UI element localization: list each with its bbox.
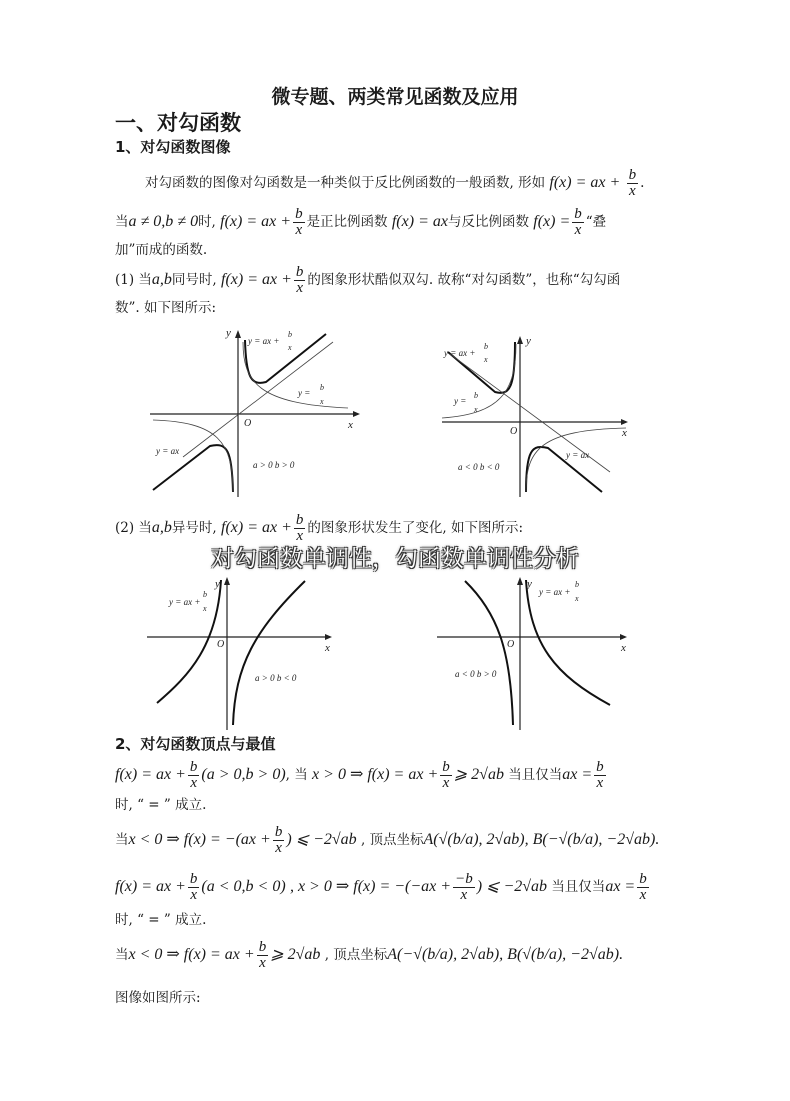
vertex-line-7: 图像如图所示:: [115, 990, 201, 1006]
paragraph-5: 数”. 如下图所示:: [115, 300, 217, 316]
svg-text:y: y: [526, 335, 531, 347]
svg-text:x: x: [325, 642, 330, 654]
svg-text:y = ax: y = ax: [566, 450, 590, 460]
paragraph-4: (1) 当a,b同号时, f(x) = ax + $\frac{b}{x}$ 的图象形状酷似双勾. 故称“对勾函数”，也称“勾勾函: [115, 264, 621, 296]
svg-text:x: x: [621, 642, 626, 654]
x-axis-arrow: [353, 411, 360, 417]
svg-text:x: x: [622, 427, 627, 439]
line-y-ax: [183, 342, 333, 457]
graph-a-pos-b-pos: [148, 322, 368, 502]
svg-text:x: x: [474, 405, 478, 414]
svg-text:b: b: [203, 590, 207, 599]
svg-text:x: x: [203, 604, 207, 613]
hyperbola-first-quadrant: [243, 342, 348, 408]
svg-text:x: x: [575, 594, 579, 603]
paragraph-1: 对勾函数的图像对勾函数是一种类似于反比例函数的一般函数, 形如 f(x) = ax + $\frac{b}{x}$ .: [145, 167, 645, 199]
svg-text:O: O: [510, 426, 518, 437]
paragraph-2: 当a ≠ 0,b ≠ 0时, f(x) = ax + $\frac{b}{x}$ 是正比例函数 f(x) = ax与反比例函数 f(x) = $\frac{b}{x}$ “叠: [115, 206, 607, 238]
svg-text:y: y: [527, 578, 532, 590]
vertex-line-3: 当x < 0 ⇒ f(x) = −(ax + $\frac{b}{x}$ ) ⩽ −2√ab , 顶点坐标A(√(b/a), 2√ab), B(−√(b/a), −2√ab).: [115, 824, 660, 856]
svg-text:b: b: [320, 383, 324, 392]
svg-text:a < 0 b > 0: a < 0 b > 0: [455, 669, 497, 679]
svg-text:y: y: [215, 578, 220, 590]
paragraph-6: (2) 当a,b异号时, f(x) = ax + $\frac{b}{x}$ 的图象形状发生了变化, 如下图所示:: [115, 512, 524, 544]
graph-a-neg-b-neg: [440, 332, 640, 502]
svg-text:b: b: [484, 342, 488, 351]
svg-text:b: b: [575, 580, 579, 589]
svg-text:y = ax +: y = ax +: [169, 597, 201, 607]
svg-text:b: b: [288, 330, 292, 339]
svg-text:b: b: [474, 391, 478, 400]
vertex-line-4: f(x) = ax + $\frac{b}{x}$ (a < 0,b < 0) , x > 0 ⇒ f(x) = −(−ax + $\frac{-b}{x}$ ) ⩽ −2√ab 当且仅当ax = $\frac{b}{x}$: [115, 871, 647, 903]
x-label: x: [348, 419, 353, 431]
svg-text:x: x: [288, 343, 292, 352]
subsection-heading-2: 2、对勾函数顶点与最值: [115, 735, 276, 753]
svg-text:O: O: [217, 639, 225, 650]
section-heading: 一、对勾函数: [115, 111, 241, 135]
line-label: y = ax: [156, 446, 180, 456]
svg-text:a > 0 b < 0: a > 0 b < 0: [255, 673, 297, 683]
overlay-caption: 对勾函数单调性，勾函数单调性分析: [211, 546, 579, 572]
condition-label: a > 0 b > 0: [253, 460, 295, 470]
svg-text:x: x: [484, 355, 488, 364]
vertex-line-2: 时, “ = ” 成立.: [115, 797, 207, 813]
svg-text:y = ax +: y = ax +: [539, 587, 571, 597]
subsection-heading-1: 1、对勾函数图像: [115, 138, 231, 156]
svg-text:a < 0 b < 0: a < 0 b < 0: [458, 462, 500, 472]
svg-text:O: O: [507, 639, 515, 650]
y-axis-arrow: [235, 330, 241, 338]
prop-label: y =: [298, 388, 311, 398]
paragraph-3: 加”而成的函数.: [115, 242, 208, 258]
fraction: $\frac{b}{x}$: [628, 167, 637, 199]
svg-text:x: x: [320, 397, 324, 406]
graph-a-neg-b-pos: [435, 575, 635, 735]
vertex-line-1: f(x) = ax + $\frac{b}{x}$ (a > 0,b > 0), 当 x > 0 ⇒ f(x) = ax + $\frac{b}{x}$ ⩾ 2√ab 当且仅当ax = $\frac{b}{x}$: [115, 759, 604, 791]
vertex-line-5: 时, “ = ” 成立.: [115, 912, 207, 928]
graph-a-pos-b-neg: [145, 575, 345, 735]
y-label: y: [226, 327, 231, 339]
origin-label: O: [244, 418, 252, 429]
svg-text:y =: y =: [454, 396, 467, 406]
page-title: 微专题、两类常见函数及应用: [271, 86, 519, 108]
curve-label: y = ax +: [248, 336, 280, 346]
svg-text:y = ax +: y = ax +: [444, 348, 476, 358]
vertex-line-6: 当x < 0 ⇒ f(x) = ax + $\frac{b}{x}$ ⩾ 2√ab , 顶点坐标A(−√(b/a), 2√ab), B(√(b/a), −2√ab).: [115, 939, 624, 971]
